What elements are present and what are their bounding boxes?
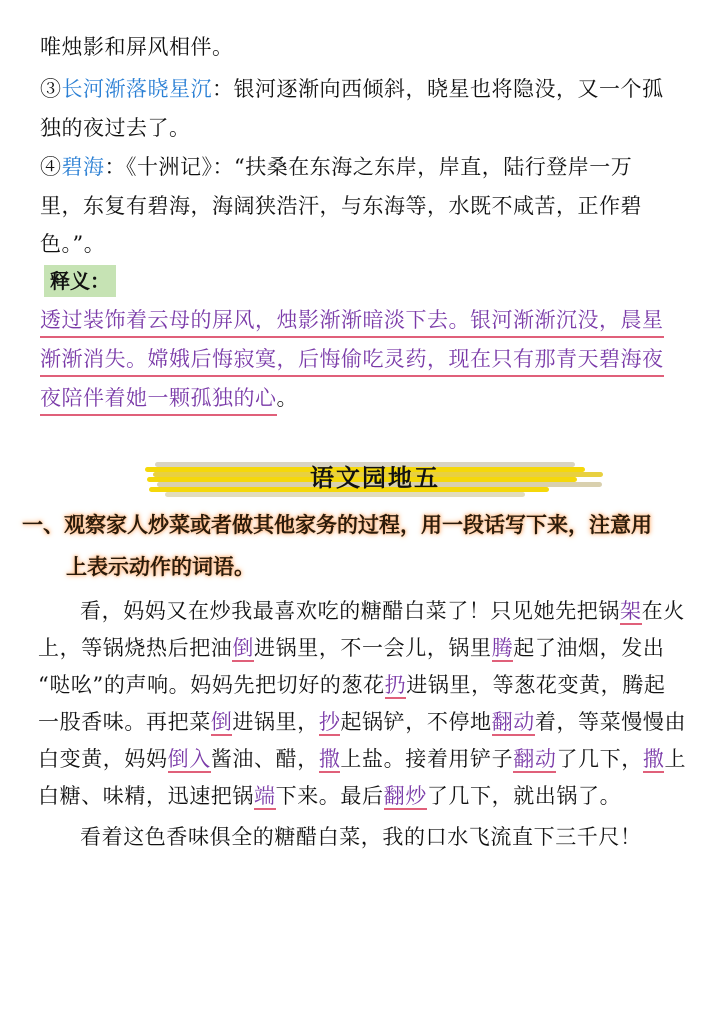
- interpretation-line: 夜陪伴着她一颗孤独的心: [40, 383, 277, 416]
- action-verb: 端: [254, 784, 276, 808]
- essay-text: 了几下，就出锅了。: [426, 784, 622, 808]
- interpretation-label: 释义：: [44, 265, 116, 297]
- note-4: [40, 152, 632, 182]
- action-verb: 架: [620, 599, 642, 623]
- action-verb: 扔: [384, 673, 407, 697]
- essay-text: 着，等菜慢慢由: [534, 710, 687, 734]
- interpretation-trailing: 。: [276, 386, 298, 410]
- essay-closing: 看着这色香味俱全的糖醋白菜，我的口水飞流直下三千尺！: [80, 825, 642, 849]
- note-term: 碧海: [61, 155, 105, 179]
- essay-line: [38, 707, 686, 737]
- note-sep: ：: [212, 77, 234, 101]
- essay-line: [38, 744, 686, 774]
- action-verb: 倒: [232, 636, 255, 660]
- note-term: 长河渐落晓星沉: [61, 77, 212, 101]
- essay-text: 白糖、味精，迅速把锅: [38, 784, 254, 808]
- note-marker: ③: [40, 77, 62, 101]
- note-sep: ：: [104, 155, 126, 179]
- task-prompt: 一、观察家人炒菜或者做其他家务的过程，用一段话写下来，注意用: [22, 513, 652, 537]
- action-verb: 抄: [318, 710, 341, 734]
- essay-text: 白变黄，妈妈: [38, 747, 168, 771]
- interpretation-line: 渐渐消失。嫦娥后悔寂寞，后悔偷吃灵药，现在只有那青天碧海夜: [40, 344, 664, 377]
- action-verb: 撒: [642, 747, 665, 771]
- essay-text: 了几下，: [556, 747, 643, 771]
- action-verb: 腾: [491, 636, 514, 660]
- essay-text: 下来。最后: [275, 784, 384, 808]
- note-4-cont: 色。”。: [40, 232, 106, 256]
- action-verb: 撒: [318, 747, 341, 771]
- section-title: 语文园地五: [310, 464, 440, 492]
- essay-text: 上: [664, 747, 687, 771]
- note-marker: ④: [40, 155, 62, 179]
- essay-text: 进锅里，不一会儿，锅里: [254, 636, 492, 660]
- note-3-cont: 独的夜过去了。: [40, 116, 191, 140]
- essay-line: [38, 633, 664, 663]
- note-text: 《十洲记》：“扶桑在东海之东岸，岸直，陆行登岸一万: [126, 155, 633, 179]
- interpretation-line: 透过装饰着云母的屏风，烛影渐渐暗淡下去。银河渐渐沉没，晨星: [40, 305, 664, 338]
- note-continuation: 唯烛影和屏风相伴。: [40, 35, 234, 59]
- note-text: 银河逐渐向西倾斜，晓星也将隐没，又一个孤: [233, 77, 664, 101]
- essay-text: 起锅铲，不停地: [340, 710, 492, 734]
- note-4-cont: 里，东复有碧海，海阔狭浩汗，与东海等，水既不咸苦，正作碧: [40, 194, 642, 218]
- essay-text: 在火: [641, 599, 685, 623]
- essay-text: 进锅里，: [232, 710, 319, 734]
- essay-text: 起了油烟，发出: [513, 636, 665, 660]
- action-verb: 翻炒: [383, 784, 427, 808]
- task-prompt-cont: 上表示动作的词语。: [66, 555, 255, 579]
- essay-text: “哒吆”的声响。妈妈先把切好的葱花: [38, 673, 385, 697]
- interpretation-last: [40, 383, 298, 416]
- action-verb: 翻动: [513, 747, 557, 771]
- essay-line: [38, 670, 665, 700]
- essay-line: [38, 781, 621, 811]
- essay-text: 进锅里，等葱花变黄，腾起: [406, 673, 666, 697]
- section-banner: [145, 458, 605, 498]
- essay-text: 一股香味。再把菜: [38, 710, 211, 734]
- action-verb: 倒: [210, 710, 233, 734]
- essay-text: 酱油、醋，: [210, 747, 319, 771]
- note-3: [40, 74, 664, 104]
- essay-text: 上盐。接着用铲子: [340, 747, 514, 771]
- essay-text: 看，妈妈又在炒我最喜欢吃的糖醋白菜了！只见她先把锅: [80, 599, 620, 623]
- action-verb: 倒入: [167, 747, 211, 771]
- essay-text: 上，等锅烧热后把油: [38, 636, 233, 660]
- action-verb: 翻动: [491, 710, 535, 734]
- essay-line: [80, 596, 685, 626]
